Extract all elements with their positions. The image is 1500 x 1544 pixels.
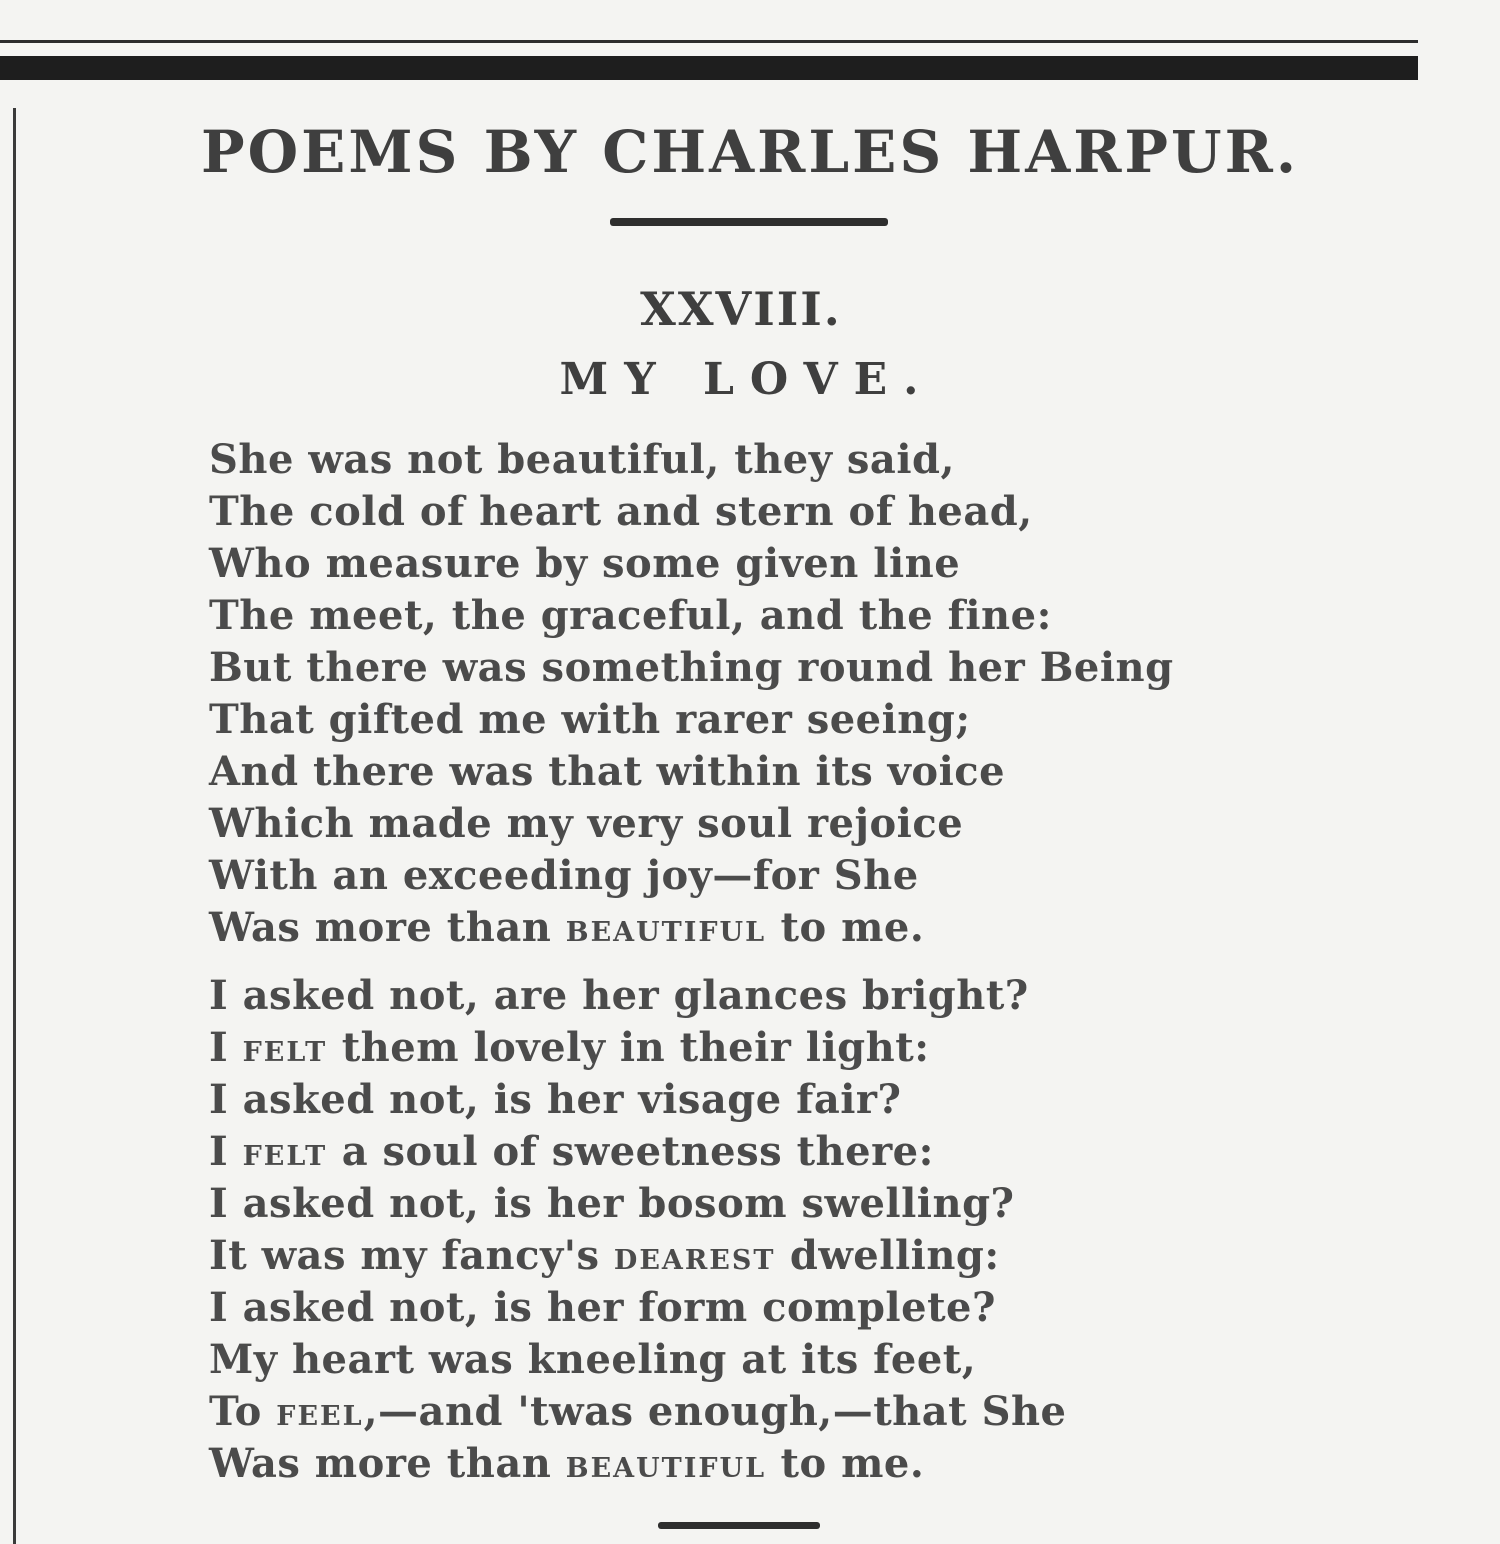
poem-line: I asked not, are her glances bright? [209,972,1029,1019]
page-heading: POEMS BY CHARLES HARPUR. [200,118,1300,186]
poem-line: Was more than BEAUTIFUL to me. [209,1440,925,1487]
poem-line: That gifted me with rarer seeing; [209,696,971,743]
poem-line: I FELT them lovely in their light: [209,1024,930,1071]
poem-line: The meet, the graceful, and the fine: [209,592,1052,639]
poem-line: Was more than BEAUTIFUL to me. [209,904,925,951]
small-caps-emphasis: DEAREST [613,1245,776,1276]
poem-line: Which made my very soul rejoice [209,800,964,847]
poem-line: She was not beautiful, they said, [209,436,955,483]
poem-line: I asked not, is her bosom swelling? [209,1180,1015,1227]
poem-line: I asked not, is her visage fair? [209,1076,902,1123]
poem-line: I FELT a soul of sweetness there: [209,1128,934,1175]
small-caps-emphasis: FELT [242,1141,328,1172]
poem-title: MY LOVE. [559,354,935,405]
stanza-1 [209,434,1174,954]
poem-line: With an exceeding joy—for She [209,852,919,899]
small-caps-emphasis: FELT [242,1037,328,1068]
poem-line: The cold of heart and stern of head, [209,488,1033,535]
closing-rule [658,1522,820,1529]
poem-number: XXVIII. [640,282,842,336]
poem-line: It was my fancy's DEAREST dwelling: [209,1232,1000,1279]
small-caps-emphasis: BEAUTIFUL [565,917,767,948]
poem-line: And there was that within its voice [209,748,1006,795]
small-caps-emphasis: FEEL [276,1401,364,1432]
top-thin-rule [0,40,1418,43]
stanza-2 [209,970,1067,1490]
heading-rule [610,218,888,226]
poem-line: To FEEL,—and 'twas enough,—that She [209,1388,1067,1435]
poem-line: My heart was kneeling at its feet, [209,1336,977,1383]
small-caps-emphasis: BEAUTIFUL [565,1453,767,1484]
poem-line: But there was something round her Being [209,644,1174,691]
poem-line: Who measure by some given line [209,540,961,587]
poem-line: I asked not, is her form complete? [209,1284,996,1331]
top-thick-rule [0,56,1418,80]
